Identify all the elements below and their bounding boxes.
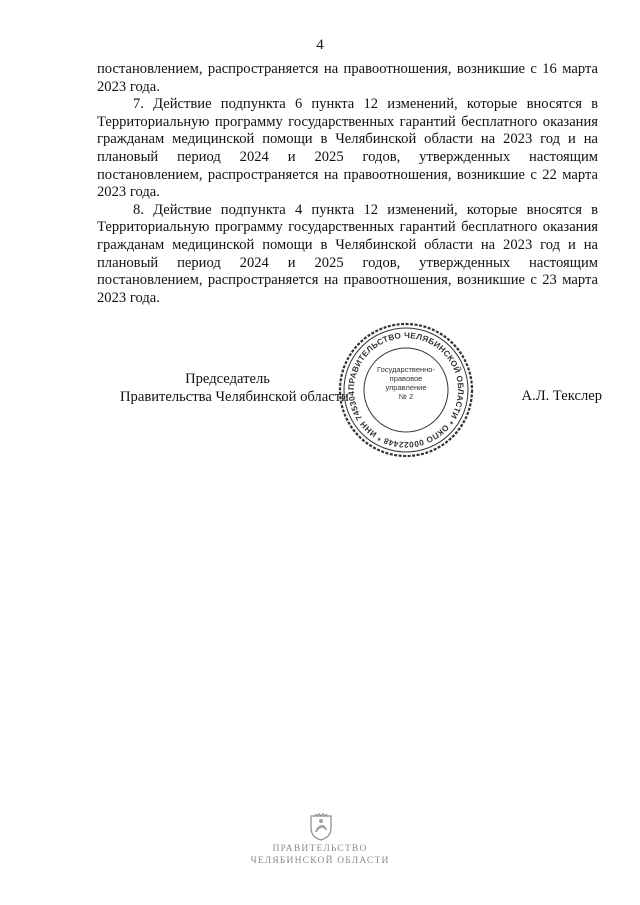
stamp-inner-line1: Государственно- (377, 365, 435, 374)
signatory-position (120, 371, 349, 406)
signatory-position-line1: Председатель (185, 371, 270, 387)
stamp-inner-text (371, 365, 441, 401)
paragraph-item-8: 8. Действие подпункта 4 пункта 12 изменений, которые вносятся в Территориальную программу государственных гарантий бесплатного оказания гражданам медицинской помощи в Челябинской области на 2023 год и на плановый период 2024 и 2025 годов, утвержденных настоящим постановлением, распространяется на правоотношения, возникшие с 23 марта 2023 года. (97, 201, 598, 306)
signatory-name: А.Л. Текслер (521, 388, 602, 404)
coat-of-arms-icon (306, 812, 336, 842)
stamp-inner-line3: управление (385, 383, 427, 392)
footer-line2: ЧЕЛЯБИНСКОЙ ОБЛАСТИ (250, 856, 390, 866)
stamp-inner-line4: № 2 (398, 392, 414, 401)
footer-line1: ПРАВИТЕЛЬСТВО (272, 844, 368, 854)
stamp-ring-text: ПРАВИТЕЛЬСТВО ЧЕЛЯБИНСКОЙ ОБЛАСТИ * ОКПО 00022448 * ИНН 745304 (346, 330, 466, 450)
paragraph-item-7: 7. Действие подпункта 6 пункта 12 изменений, которые вносятся в Территориальную программу государственных гарантий бесплатного оказания гражданам медицинской помощи в Челябинской области на 2023 год и на плановый период 2024 и 2025 годов, утвержденных настоящим постановлением, распространяется на правоотношения, возникшие с 22 марта 2023 года. (97, 96, 598, 201)
signatory-position-line2: Правительства Челябинской области (120, 388, 349, 405)
paragraph-continuation: постановлением, распространяется на правоотношения, возникшие с 16 марта 2023 года. (97, 61, 598, 95)
page-number: 4 (316, 37, 324, 53)
stamp-inner-line2: правовое (389, 374, 423, 383)
footer-organization (0, 843, 640, 867)
official-stamp (336, 320, 476, 460)
document-body (97, 61, 598, 307)
